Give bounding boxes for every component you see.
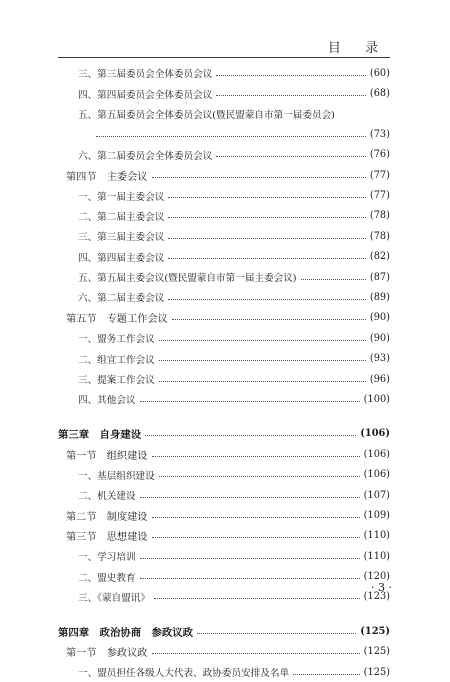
toc-entry-label: 一、盟员担任各级人大代表、政协委员安排及名单 — [78, 668, 290, 680]
toc-leader-dots — [140, 497, 360, 498]
toc-leader-dots — [152, 537, 360, 538]
toc-entry-section[interactable] — [58, 642, 390, 662]
toc-entry-item[interactable] — [58, 63, 390, 83]
toc-entry-item[interactable] — [58, 662, 390, 682]
toc-entry-label: 第三节 思想建设 — [66, 532, 148, 544]
toc-entry-page: (89) — [369, 291, 390, 303]
toc-entry-item[interactable] — [58, 348, 390, 368]
toc-entry-item[interactable] — [58, 485, 390, 505]
toc-leader-dots — [140, 401, 360, 402]
toc-entry-page: (125) — [363, 646, 390, 658]
toc-entry-item[interactable] — [58, 226, 390, 246]
toc-entry-item[interactable] — [58, 185, 390, 205]
toc-entry-label: 第二节 制度建设 — [66, 511, 148, 523]
toc-entry-page: (106) — [360, 428, 390, 440]
toc-entry-label: 五、第五届委员会全体委员会议(暨民盟蒙自市第一届委员会) — [78, 109, 335, 121]
toc-leader-dots — [96, 136, 366, 137]
toc-entry-label: 六、第二届主委会议 — [78, 293, 165, 305]
toc-entry-page: (77) — [369, 169, 390, 181]
toc-entry-label: 四、第四届主委会议 — [78, 252, 165, 264]
toc-entry-chapter[interactable] — [58, 424, 390, 444]
toc-entry-page: (109) — [363, 509, 390, 521]
toc-leader-dots — [159, 340, 366, 341]
toc-entry-item[interactable] — [58, 267, 390, 287]
toc-entry-page: (90) — [369, 312, 390, 324]
toc-entry-label: 四、第四届委员会全体委员会议 — [78, 89, 213, 101]
toc-leader-dots — [168, 258, 366, 259]
toc-entry-item[interactable] — [58, 587, 390, 607]
toc-entry-label: 四、其他会议 — [78, 395, 136, 407]
toc-entry-page: (107) — [363, 489, 390, 501]
toc-entry-page: (120) — [363, 571, 390, 583]
toc-entry-label: 三、第三届主委会议 — [78, 232, 165, 244]
header-title: 目 录 — [327, 41, 388, 56]
toc-entry-item[interactable] — [58, 83, 390, 103]
toc-leader-dots — [172, 319, 366, 320]
toc-entry-item[interactable] — [58, 247, 390, 267]
toc-entry-section[interactable] — [58, 165, 390, 185]
toc-spacer — [58, 410, 390, 424]
toc-entry-page: (96) — [369, 373, 390, 385]
toc-entry-item[interactable] — [58, 145, 390, 165]
toc-entry-item[interactable] — [58, 104, 390, 124]
toc-entry-label: 二、组宣工作会议 — [78, 354, 155, 366]
toc-leader-dots — [216, 75, 366, 76]
toc-entry-item[interactable] — [58, 287, 390, 307]
toc-entry-page: (77) — [369, 190, 390, 202]
toc-entry-page: (68) — [369, 88, 390, 100]
toc-leader-dots — [168, 238, 366, 239]
toc-entry-label: 第四章 政治协商 参政议政 — [58, 626, 194, 639]
toc-entry-page: (106) — [363, 448, 390, 460]
toc-leader-dots — [293, 674, 360, 675]
toc-entry-page: (123) — [363, 591, 390, 603]
toc-entry-label: 三、提案工作会议 — [78, 375, 155, 387]
toc-entry-chapter[interactable] — [58, 621, 390, 641]
toc-entry-label: 第三章 自身建设 — [58, 429, 142, 442]
toc-leader-dots — [159, 476, 360, 477]
toc-leader-dots — [168, 299, 366, 300]
toc-entry-label: 一、基层组织建设 — [78, 470, 155, 482]
toc-entry-section[interactable] — [58, 444, 390, 464]
toc-entry-page: (78) — [369, 230, 390, 242]
toc-entry-item[interactable] — [58, 389, 390, 409]
toc-entry-page: (76) — [369, 149, 390, 161]
toc-entry-page: (125) — [360, 625, 390, 637]
toc-entry-label: 一、学习培训 — [78, 552, 136, 564]
toc-entry-page: (110) — [363, 530, 390, 542]
toc-entry-label: 一、盟务工作会议 — [78, 334, 155, 346]
toc-entry-label: 六、第二届委员会全体委员会议 — [78, 150, 213, 162]
toc-entry-page: (78) — [369, 210, 390, 222]
toc-entry-item[interactable] — [58, 328, 390, 348]
toc-leader-dots — [216, 95, 366, 96]
toc-spacer — [58, 607, 390, 621]
toc-leader-dots — [152, 653, 360, 654]
toc-entry-page: (73) — [369, 128, 390, 140]
toc-entry-item[interactable] — [58, 206, 390, 226]
toc-entry-page: (82) — [369, 251, 390, 263]
toc-entry-label: 二、盟史教育 — [78, 572, 136, 584]
toc-entry-item[interactable] — [58, 546, 390, 566]
toc-leader-dots — [159, 381, 366, 382]
toc-entry-label: 二、机关建设 — [78, 491, 136, 502]
toc-entry-item[interactable] — [58, 566, 390, 586]
toc-entry-label: 第一节 组织建设 — [66, 450, 148, 462]
toc-leader-dots — [301, 279, 366, 280]
toc-entry-section[interactable] — [58, 505, 390, 525]
toc-leader-dots — [152, 517, 360, 518]
toc-entry-label: 第五节 专题工作会议 — [66, 314, 168, 326]
toc-leader-dots — [168, 217, 366, 218]
toc-entry-page: (93) — [369, 353, 390, 365]
toc-entry-page: (125) — [363, 666, 390, 678]
toc-leader-dots — [152, 177, 366, 178]
toc-entry-label: 二、第二届主委会议 — [78, 211, 165, 223]
toc-entry-label: 第四节 主委会议 — [66, 171, 148, 183]
toc-leader-dots — [168, 197, 366, 198]
toc-leader-dots — [145, 435, 356, 436]
toc-leader-dots — [140, 558, 360, 559]
toc-entry-label: 第一节 参政议政 — [66, 648, 148, 660]
toc-entry-label: 一、第一届主委会议 — [78, 191, 165, 203]
page-number: · 3 · — [371, 581, 392, 594]
toc-entry-section[interactable] — [58, 526, 390, 546]
toc-entry-cont[interactable] — [58, 124, 390, 144]
toc-entry-label: 五、第五届主委会议(暨民盟蒙自市第一届主委会议) — [78, 273, 297, 285]
header-rule — [58, 57, 390, 58]
toc-entry-label: 三、第三届委员会全体委员会议 — [78, 69, 213, 81]
toc-entry-label: 三、《蒙自盟讯》 — [78, 592, 150, 604]
toc-entry-page: (90) — [369, 332, 390, 344]
toc-entry-item[interactable] — [58, 369, 390, 389]
toc-leader-dots — [216, 156, 366, 157]
toc-leader-dots — [197, 633, 356, 634]
toc-entry-section[interactable] — [58, 308, 390, 328]
toc-leader-dots — [159, 360, 366, 361]
toc-entry-page: (60) — [369, 67, 390, 79]
toc-entry-item[interactable] — [58, 464, 390, 484]
toc-leader-dots — [154, 598, 360, 599]
toc-entry-page: (106) — [363, 469, 390, 481]
toc-entry-page: (100) — [363, 393, 390, 405]
toc-leader-dots — [152, 456, 360, 457]
toc-leader-dots — [140, 578, 360, 579]
table-of-contents — [58, 63, 390, 682]
toc-entry-page: (110) — [363, 550, 390, 562]
toc-entry-page: (87) — [369, 271, 390, 283]
